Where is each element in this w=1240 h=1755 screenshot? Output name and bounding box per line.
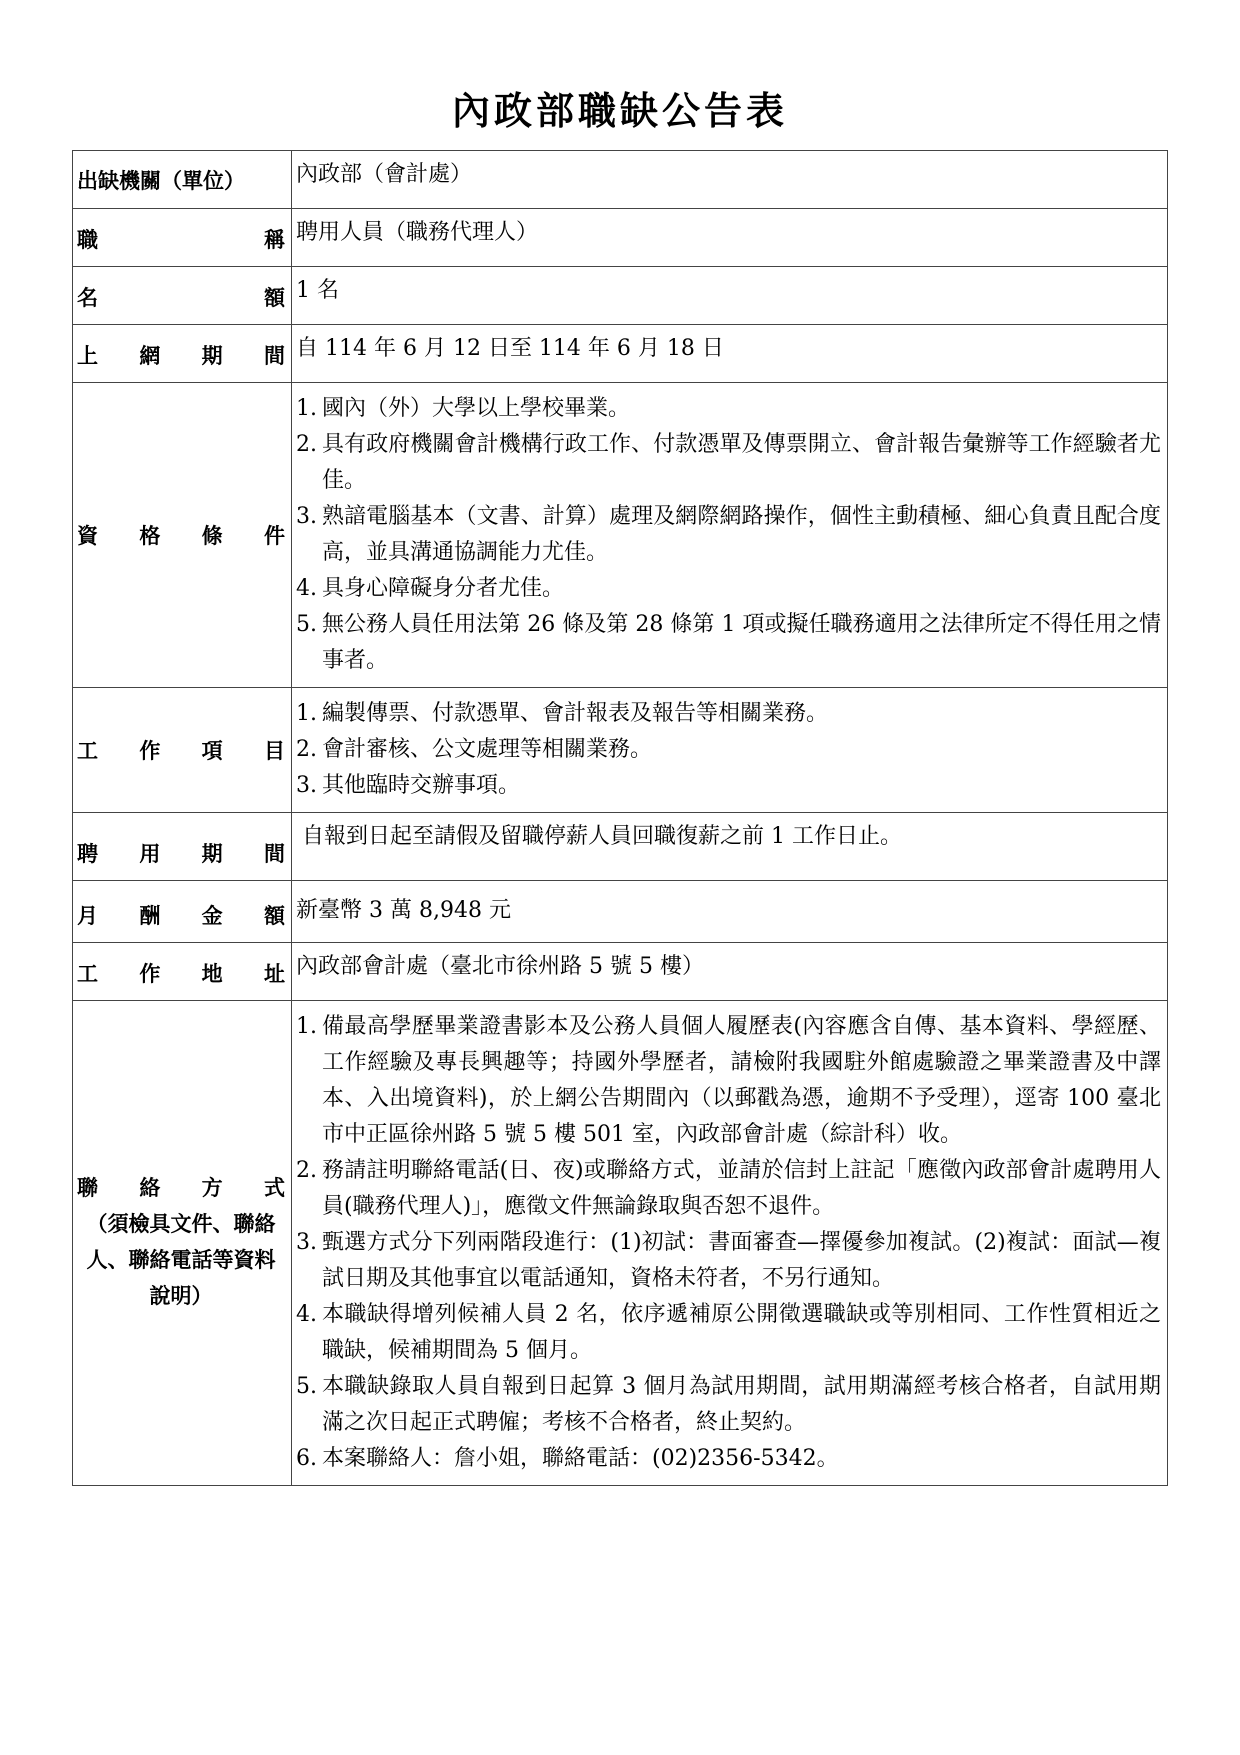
list-item-text: 本職缺得增列候補人員 2 名，依序遞補原公開徵選職缺或等別相同、工作性質相近之職缺，候補期間為 5 個月。	[322, 1302, 1161, 1363]
label-spread	[77, 838, 285, 868]
label-unit: 出缺機關（單位）	[73, 151, 292, 209]
row-salary	[73, 881, 1168, 943]
list-item-number: 4.	[296, 1302, 317, 1327]
label-spread	[77, 520, 285, 550]
label-duties	[73, 688, 292, 813]
list-item	[296, 696, 1161, 732]
list-item	[296, 1225, 1161, 1297]
label-spread	[77, 340, 285, 370]
label-qualifications	[73, 383, 292, 688]
label-spread	[77, 282, 285, 312]
list-item-number: 3.	[296, 1230, 317, 1255]
list-item	[296, 427, 1161, 499]
label-char: 職	[77, 227, 98, 252]
label-char: 作	[139, 961, 161, 986]
label-contact	[73, 1001, 292, 1486]
list-item-number: 2.	[296, 432, 317, 457]
duty-list	[296, 696, 1161, 804]
list-item	[296, 768, 1161, 804]
list-item-text: 國內（外）大學以上學校畢業。	[322, 396, 631, 421]
list-item-text: 本案聯絡人：詹小姐，聯絡電話：(02)2356-5342。	[322, 1446, 839, 1471]
label-char: 上	[77, 343, 98, 368]
list-item-number: 4.	[296, 576, 317, 601]
label-char: 件	[263, 523, 285, 548]
label-posting-period	[73, 325, 292, 383]
list-item	[296, 1369, 1161, 1441]
list-item-number: 6.	[296, 1446, 317, 1471]
list-item-text: 甄選方式分下列兩階段進行：(1)初試：書面審查—擇優參加複試。(2)複試：面試—複試日期及其他事宜以電話通知，資格未符者，不另行通知。	[322, 1230, 1161, 1291]
list-item-text: 無公務人員任用法第 26 條及第 28 條第 1 項或擬任職務適用之法律所定不得任用之情事者。	[322, 612, 1161, 673]
label-char: 網	[139, 343, 161, 368]
label-spread	[77, 900, 285, 930]
row-contact	[73, 1001, 1168, 1486]
label-spread	[77, 224, 285, 254]
list-item-number: 1.	[296, 701, 317, 726]
label-employment-period	[73, 813, 292, 881]
list-item-text: 具有政府機關會計機構行政工作、付款憑單及傳票開立、會計報告彙辦等工作經驗者尤佳。	[322, 432, 1161, 493]
label-char: 名	[77, 285, 98, 310]
list-item-text: 熟諳電腦基本（文書、計算）處理及網際網路操作，個性主動積極、細心負責且配合度高，並具溝通協調能力尤佳。	[322, 504, 1161, 565]
label-char: 項	[201, 738, 223, 763]
row-location	[73, 943, 1168, 1001]
label-char: 格	[139, 523, 161, 548]
label-char: 絡	[139, 1175, 161, 1200]
list-item-number: 1.	[296, 1014, 317, 1039]
label-position	[73, 209, 292, 267]
label-char: 額	[263, 903, 285, 928]
list-item-text: 編製傳票、付款憑單、會計報表及報告等相關業務。	[322, 701, 829, 726]
label-char: 稱	[264, 227, 285, 252]
list-item	[296, 571, 1161, 607]
contact-list	[296, 1009, 1161, 1477]
value-employment-period: 自報到日起至請假及留職停薪人員回職復薪之前 1 工作日止。	[292, 813, 1168, 881]
value-location: 內政部會計處（臺北市徐州路 5 號 5 樓）	[292, 943, 1168, 1001]
value-duties	[292, 688, 1168, 813]
value-posting-period: 自 114 年 6 月 12 日至 114 年 6 月 18 日	[292, 325, 1168, 383]
label-char: 金	[201, 903, 223, 928]
label-char: 目	[263, 738, 285, 763]
label-char: 聯	[77, 1175, 98, 1200]
label-char: 期	[201, 841, 223, 866]
label-char: 資	[77, 523, 98, 548]
label-char: 用	[139, 841, 161, 866]
list-item	[296, 1441, 1161, 1477]
label-char: 方	[201, 1175, 223, 1200]
label-char: 間	[263, 343, 285, 368]
row-employment-period	[73, 813, 1168, 881]
row-posting-period	[73, 325, 1168, 383]
label-char: 址	[263, 961, 285, 986]
label-location	[73, 943, 292, 1001]
list-item	[296, 1153, 1161, 1225]
list-item-text: 會計審核、公文處理等相關業務。	[322, 737, 653, 762]
list-item-text: 務請註明聯絡電話(日、夜)或聯絡方式，並請於信封上註記「應徵內政部會計處聘用人員(職務代理人)」，應徵文件無論錄取與否恕不退件。	[322, 1158, 1161, 1219]
label-char: 工	[77, 961, 98, 986]
row-duties	[73, 688, 1168, 813]
label-char: 酬	[139, 903, 161, 928]
list-item	[296, 732, 1161, 768]
label-spread	[77, 1172, 285, 1202]
label-char: 額	[264, 285, 285, 310]
value-salary: 新臺幣 3 萬 8,948 元	[292, 881, 1168, 943]
label-headcount	[73, 267, 292, 325]
list-item-text: 其他臨時交辦事項。	[322, 773, 521, 798]
value-headcount: 1 名	[292, 267, 1168, 325]
page-title: 內政部職缺公告表	[451, 88, 788, 133]
list-item-number: 1.	[296, 396, 317, 421]
row-unit	[73, 151, 1168, 209]
list-item-number: 5.	[296, 612, 317, 637]
list-item	[296, 607, 1161, 679]
list-item-text: 本職缺錄取人員自報到日起算 3 個月為試用期間，試用期滿經考核合格者，自試用期滿之次日起正式聘僱；考核不合格者，終止契約。	[322, 1374, 1161, 1435]
label-char: 間	[263, 841, 285, 866]
row-headcount	[73, 267, 1168, 325]
list-item-number: 2.	[296, 737, 317, 762]
label-char: 期	[201, 343, 223, 368]
label-char: 聘	[77, 841, 98, 866]
list-item-number: 3.	[296, 773, 317, 798]
list-item-number: 2.	[296, 1158, 317, 1183]
value-qualifications	[292, 383, 1168, 688]
list-item	[296, 391, 1161, 427]
value-contact	[292, 1001, 1168, 1486]
value-unit: 內政部（會計處）	[292, 151, 1168, 209]
job-notice-table	[72, 150, 1168, 1486]
label-char: 地	[201, 961, 223, 986]
list-item-text: 具身心障礙身分者尤佳。	[322, 576, 565, 601]
row-qualifications	[73, 383, 1168, 688]
row-position	[73, 209, 1168, 267]
list-item-number: 3.	[296, 504, 317, 529]
label-char: 月	[77, 903, 98, 928]
list-item	[296, 499, 1161, 571]
qualification-list	[296, 391, 1161, 679]
list-item	[296, 1009, 1161, 1153]
list-item	[296, 1297, 1161, 1369]
label-spread	[77, 958, 285, 988]
list-item-text: 備最高學歷畢業證書影本及公務人員個人履歷表(內容應含自傳、基本資料、學經歷、工作經驗及專長興趣等；持國外學歷者，請檢附我國駐外館處驗證之畢業證書及中譯本、入出境資料)，於上網公告期間內（以郵戳為憑，逾期不予受理），逕寄 100 臺北市中正區徐州路 5 號 5 樓 501 室，內政部會計處（綜計科）收。	[322, 1014, 1161, 1147]
label-char: 作	[139, 738, 161, 763]
list-item-number: 5.	[296, 1374, 317, 1399]
label-char: 工	[77, 738, 98, 763]
value-position: 聘用人員（職務代理人）	[292, 209, 1168, 267]
label-char: 式	[263, 1175, 285, 1200]
label-salary	[73, 881, 292, 943]
label-char: 條	[201, 523, 223, 548]
label-spread	[77, 735, 285, 765]
contact-label-note: （須檢具文件、聯絡人、聯絡電話等資料說明）	[86, 1211, 276, 1308]
